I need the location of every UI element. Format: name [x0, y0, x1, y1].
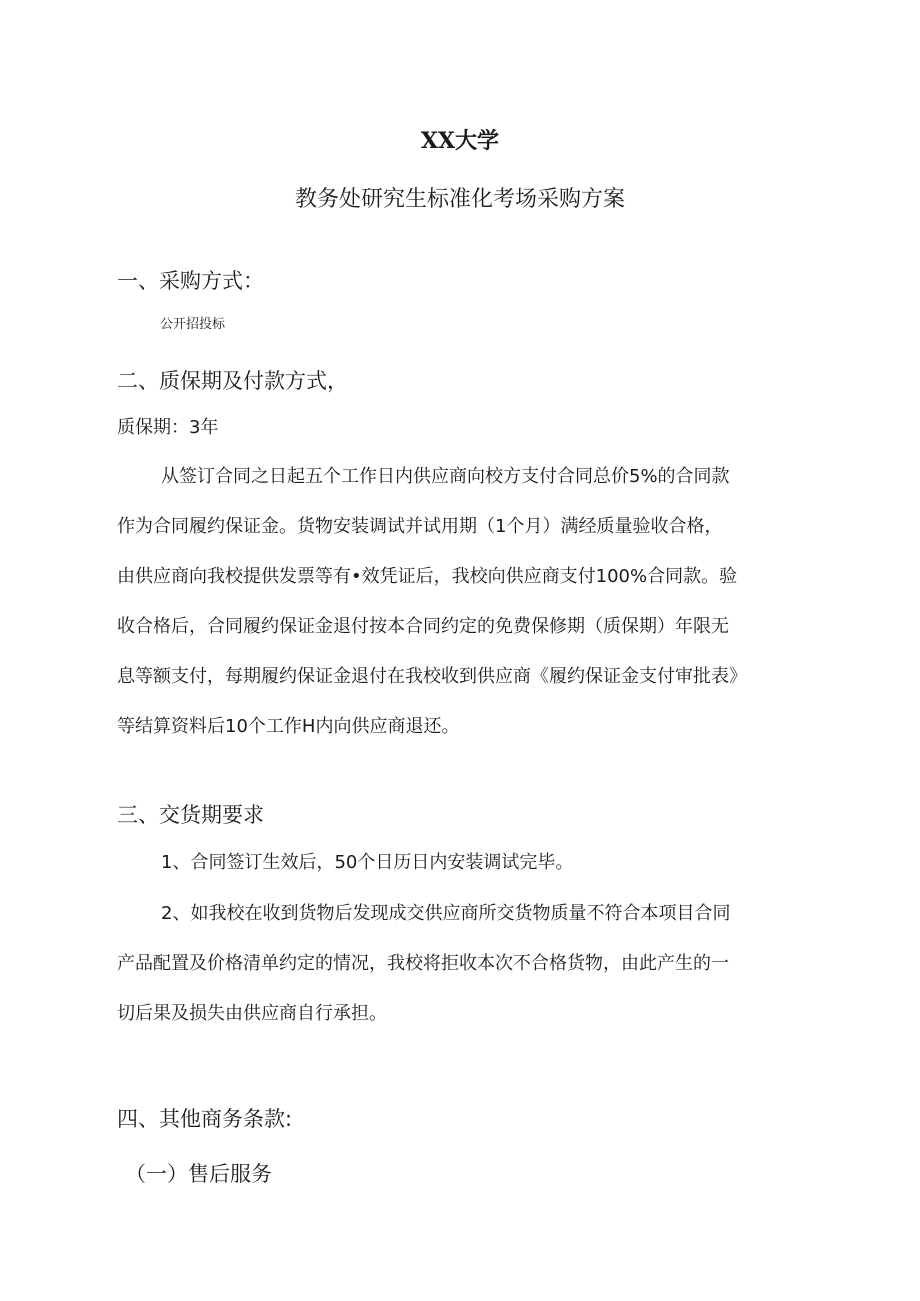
paragraph-line: 切后果及损失由供应商自行承担。 — [117, 1003, 387, 1024]
paragraph-line: 等结算资料后10个工作H内向供应商退还。 — [117, 716, 460, 737]
section-1-heading: 一、采购方式： — [117, 269, 264, 293]
paragraph-line: 产品配置及价格清单约定的情况，我校将拒收本次不合格货物，由此产生的一 — [117, 953, 729, 974]
paragraph-line: 息等额支付，每期履约保证金退付在我校收到供应商《履约保证金支付审批表》 — [117, 666, 747, 687]
section-4-heading: 四、其他商务条款: — [117, 1107, 293, 1131]
procurement-method: 公开招投标 — [160, 317, 226, 332]
paragraph-line: 收合格后，合同履约保证金退付按本合同约定的免费保修期（质保期）年限无 — [117, 616, 729, 637]
paragraph-line: 作为合同履约保证金。货物安装调试并试用期（1个月）满经质量验收合格， — [117, 516, 723, 537]
section-2-heading: 二、质保期及付款方式， — [117, 369, 348, 393]
warranty-period: 质保期：3年 — [117, 417, 219, 438]
paragraph-line: 2、如我校在收到货物后发现成交供应商所交货物质量不符合本项目合同 — [161, 903, 731, 924]
document-title: XX大学 — [420, 128, 500, 154]
paragraph-line: 1、合同签订生效后，50个日历日内安装调试完毕。 — [161, 852, 574, 873]
paragraph-line: 由供应商向我校提供发票等有•效凭证后，我校向供应商支付100%合同款。验 — [117, 566, 738, 587]
section-3-heading: 三、交货期要求 — [117, 803, 264, 827]
paragraph-line: 从签订合同之日起五个工作日内供应商向校方支付合同总价5%的合同款 — [161, 466, 730, 487]
delivery-item-1 — [117, 838, 812, 888]
document-subtitle: 教务处研究生标准化考场采购方案 — [294, 187, 625, 212]
delivery-item-2 — [117, 889, 812, 1039]
section-4-subheading: （一）售后服务 — [125, 1162, 272, 1186]
payment-paragraph — [117, 452, 812, 752]
